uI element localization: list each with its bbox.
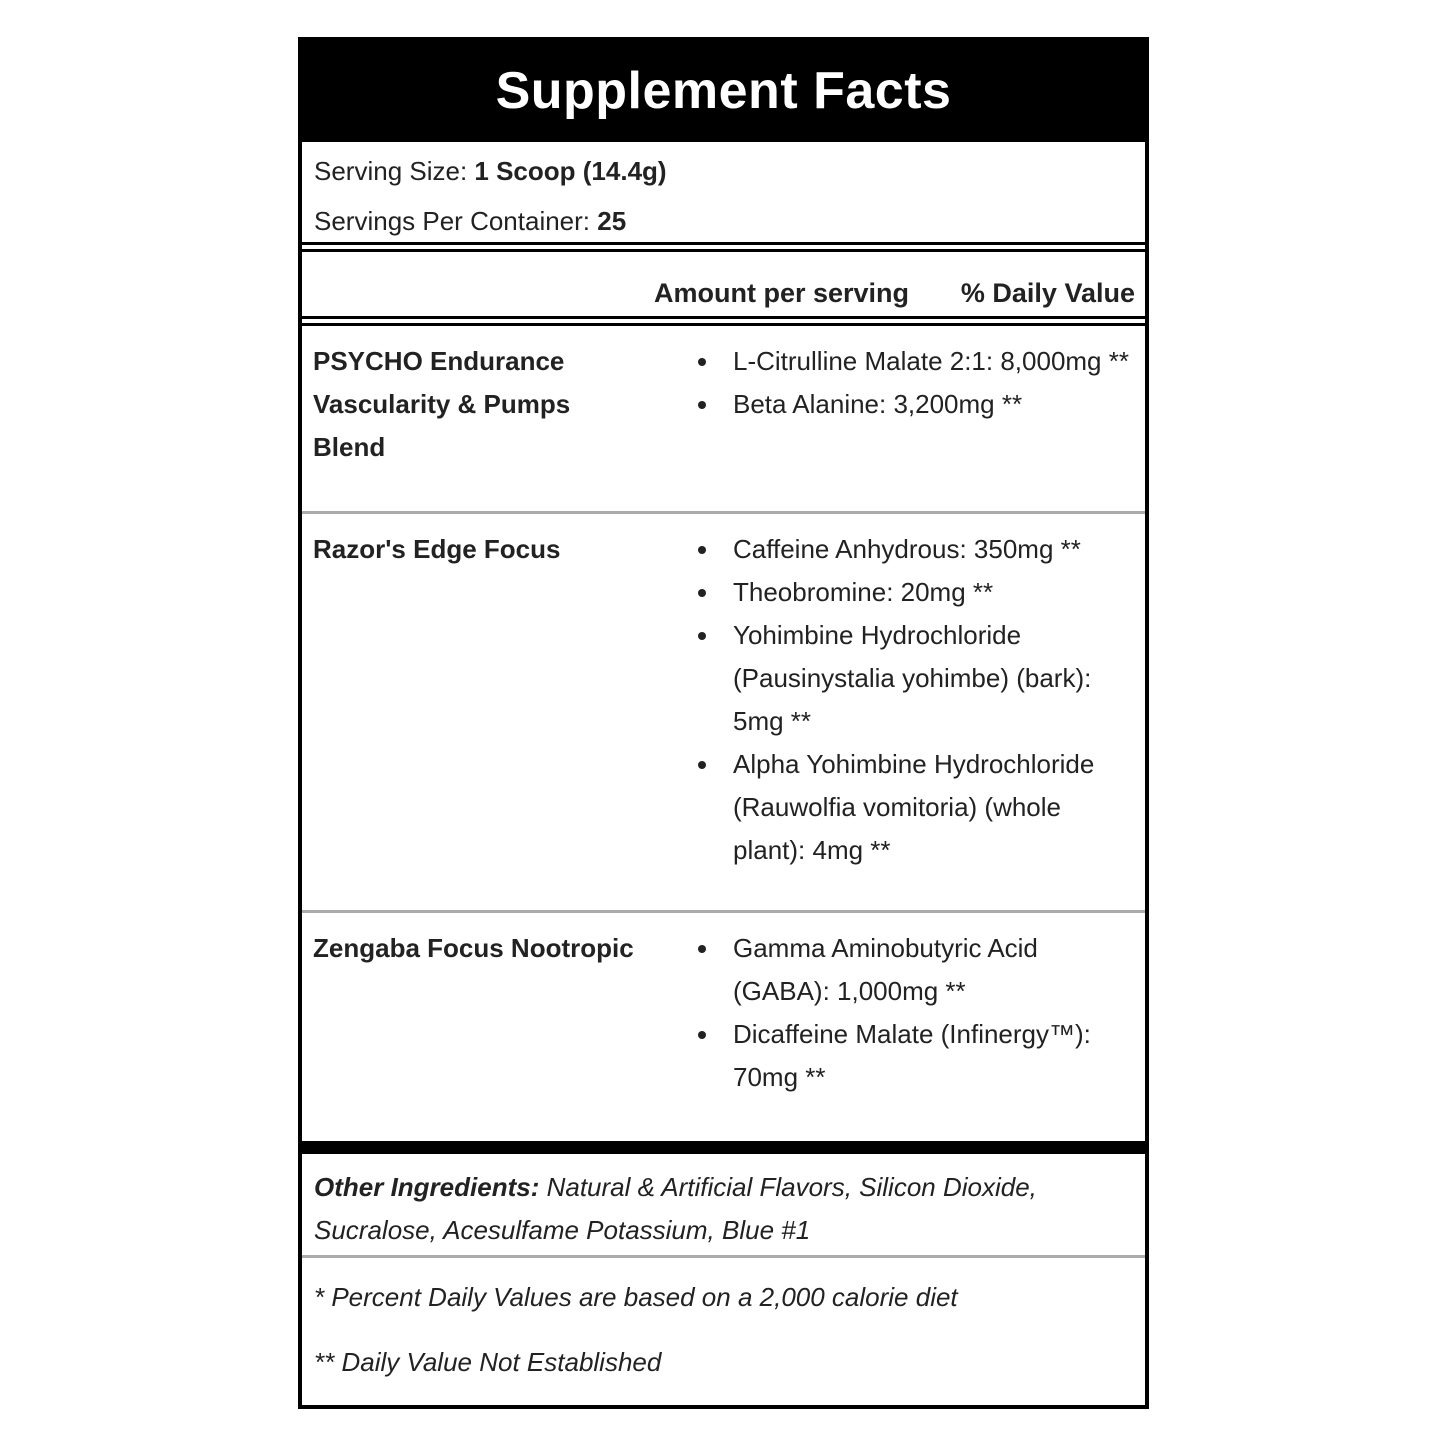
blend-section: [302, 913, 1145, 1141]
ingredient-text: Gamma Aminobutyric Acid (GABA): 1,000mg **: [733, 933, 1038, 1006]
bullet-icon: [698, 945, 706, 953]
divider: [302, 242, 1145, 252]
serving-size-value: 1 Scoop (14.4g): [474, 156, 667, 186]
footnote-percent-dv: * Percent Daily Values are based on a 2,000 calorie diet: [314, 1282, 958, 1312]
bullet-icon: [698, 546, 706, 554]
other-ingredients: [302, 1154, 1145, 1258]
serving-info: [302, 142, 1145, 242]
bullet-icon: [698, 761, 706, 769]
serving-size: [314, 152, 1145, 202]
amount-per-serving-header: Amount per serving: [654, 278, 910, 308]
bullet-icon: [698, 632, 706, 640]
footnote-not-established: ** Daily Value Not Established: [314, 1347, 662, 1377]
ingredient-text: Beta Alanine: 3,200mg **: [733, 389, 1023, 419]
thick-divider: [302, 1141, 1145, 1154]
column-headers: [302, 252, 1145, 316]
ingredient-list: [698, 528, 1138, 872]
ingredient-item: [698, 927, 1138, 1013]
ingredient-text: Theobromine: 20mg **: [733, 577, 994, 607]
supplement-facts-panel: [298, 37, 1149, 1409]
other-ingredients-text: Natural & Artificial Flavors, Silicon Dioxide, Sucralose, Acesulfame Potassium, Blue #1: [314, 1172, 1037, 1245]
panel-title: Supplement Facts: [302, 41, 1145, 142]
ingredient-text: Alpha Yohimbine Hydrochloride (Rauwolfia vomitoria) (whole plant): 4mg **: [733, 749, 1095, 865]
daily-value-header: % Daily Value: [960, 278, 1135, 308]
ingredient-list: [698, 340, 1138, 426]
ingredient-text: Yohimbine Hydrochloride (Pausinystalia yohimbe) (bark): 5mg **: [733, 620, 1092, 736]
ingredient-item: [698, 743, 1138, 872]
divider: [302, 316, 1145, 326]
servings-per-container-value: 25: [597, 206, 627, 236]
serving-size-label: Serving Size:: [314, 156, 475, 186]
ingredient-item: [698, 571, 1138, 614]
blend-name: Razor's Edge Focus: [313, 534, 561, 564]
bullet-icon: [698, 358, 706, 366]
ingredient-item: [698, 1013, 1138, 1099]
ingredient-text: L-Citrulline Malate 2:1: 8,000mg **: [733, 346, 1129, 376]
servings-per-container-label: Servings Per Container:: [314, 206, 598, 236]
bullet-icon: [698, 1031, 706, 1039]
blend-name: Zengaba Focus Nootropic: [313, 933, 634, 963]
bullet-icon: [698, 401, 706, 409]
ingredient-item: [698, 614, 1138, 743]
ingredient-item: [698, 383, 1138, 426]
blend-section: [302, 326, 1145, 514]
ingredient-text: Caffeine Anhydrous: 350mg **: [733, 534, 1081, 564]
blend-section: [302, 514, 1145, 913]
ingredient-item: [698, 528, 1138, 571]
ingredient-list: [698, 927, 1138, 1099]
ingredient-item: [698, 340, 1138, 383]
other-ingredients-label: Other Ingredients:: [314, 1172, 540, 1202]
ingredient-text: Dicaffeine Malate (Infinergy™): 70mg **: [733, 1019, 1091, 1092]
blend-name: PSYCHO Endurance Vascularity & Pumps Blend: [313, 346, 571, 462]
bullet-icon: [698, 589, 706, 597]
